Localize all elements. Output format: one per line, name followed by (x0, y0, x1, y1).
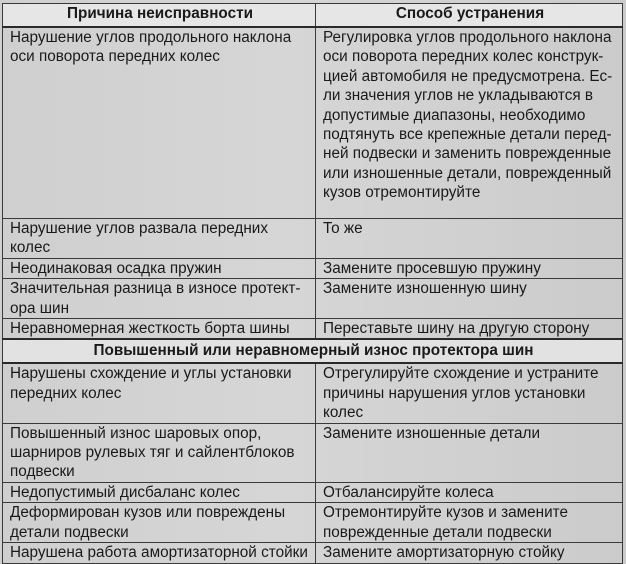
table-row (3, 258, 623, 278)
table-row (3, 482, 623, 502)
table-row (3, 27, 623, 219)
fix-cell: Замените изношенные детали (316, 423, 623, 482)
fix-cell: Замените просевшую пружину (316, 258, 623, 278)
cause-cell: Нарушение углов развала передних колес (3, 219, 316, 259)
table-row (3, 423, 623, 482)
header-fix: Способ устранения (316, 4, 623, 28)
cause-cell: Неравномерная жесткость борта шины (3, 319, 316, 340)
fix-cell: Переставьте шину на другую сторону (316, 319, 623, 340)
table-row (3, 279, 623, 319)
section-title: Повышенный или неравномерный износ протектора шин (3, 339, 623, 363)
cause-cell: Нарушены схождение и углы установки передних колес (3, 363, 316, 423)
section-title-row (3, 339, 623, 363)
cause-cell: Недопустимый дисбаланс колес (3, 482, 316, 502)
troubleshooting-table (2, 3, 623, 564)
cause-cell: Значительная разница в износе протект- ора шин (3, 279, 316, 319)
cause-cell: Повышенный износ шаровых опор, шарниров рулевых тяг и сайлентблоков подвески (3, 423, 316, 482)
cause-cell: Деформирован кузов или повреждены детали подвески (3, 503, 316, 543)
table-row (3, 363, 623, 423)
fix-cell: Регулировка углов продольного наклона оси поворота передних колес конструк- цией автомобиля не предусмотрена. Ес- ли значения углов не укладываются в допустимые диапазоны, необходимо подтянуть все крепежные детали перед- ней подвески и заменить поврежденные или изношенные детали, поврежденный кузов отремонтируйте (316, 27, 623, 219)
table-row (3, 219, 623, 259)
header-cause: Причина неисправности (3, 4, 316, 28)
fix-cell: То же (316, 219, 623, 259)
cause-cell: Неодинаковая осадка пружин (3, 258, 316, 278)
fix-cell: Отбалансируйте колеса (316, 482, 623, 502)
table-row (3, 319, 623, 340)
table-row (3, 543, 623, 563)
fix-cell: Отремонтируйте кузов и замените поврежденные детали подвески (316, 503, 623, 543)
fix-cell: Замените амортизаторную стойку (316, 543, 623, 563)
fix-cell: Замените изношенную шину (316, 279, 623, 319)
cause-cell: Нарушение углов продольного наклона оси поворота передних колес (3, 27, 316, 219)
fix-cell: Отрегулируйте схождение и устраните причины нарушения углов установки колес (316, 363, 623, 423)
cause-cell: Нарушена работа амортизаторной стойки (3, 543, 316, 563)
table-row (3, 503, 623, 543)
table-header-row (3, 4, 623, 28)
